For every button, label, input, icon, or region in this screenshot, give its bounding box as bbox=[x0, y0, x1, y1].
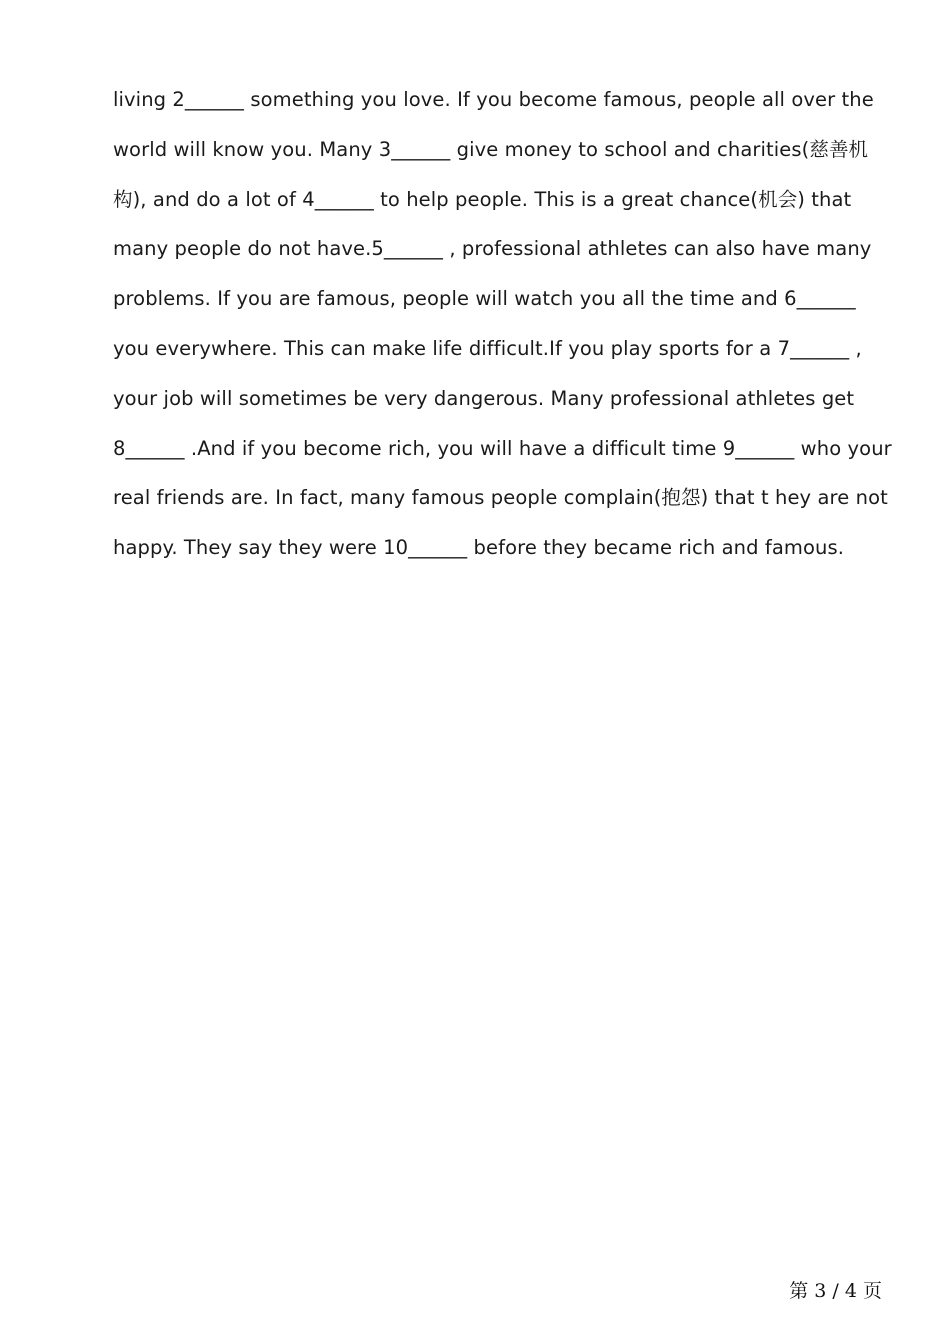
page-number: 第 3 / 4 页 bbox=[789, 1280, 882, 1302]
text-line: 构), and do a lot of 4______ to help people. This is a great chance(机会) that bbox=[113, 187, 852, 211]
text-line: 8______ .And if you become rich, you will have a difficult time 9______ who your bbox=[113, 436, 892, 460]
text-line: happy. They say they were 10______ before they became rich and famous. bbox=[113, 536, 845, 560]
text-line: your job will sometimes be very dangerous. Many professional athletes get bbox=[113, 386, 855, 410]
text-line: many people do not have.5______ , professional athletes can also have many bbox=[113, 237, 872, 261]
text-line: real friends are. In fact, many famous people complain(抱怨) that t hey are not bbox=[113, 486, 888, 510]
text-line: problems. If you are famous, people will watch you all the time and 6______ bbox=[113, 287, 856, 311]
text-line: you everywhere. This can make life difficult.If you play sports for a 7______ , bbox=[113, 336, 862, 360]
passage-text bbox=[113, 75, 893, 573]
text-line: world will know you. Many 3______ give money to school and charities(慈善机 bbox=[113, 137, 869, 161]
text-line: living 2______ something you love. If you become famous, people all over the bbox=[113, 88, 874, 111]
